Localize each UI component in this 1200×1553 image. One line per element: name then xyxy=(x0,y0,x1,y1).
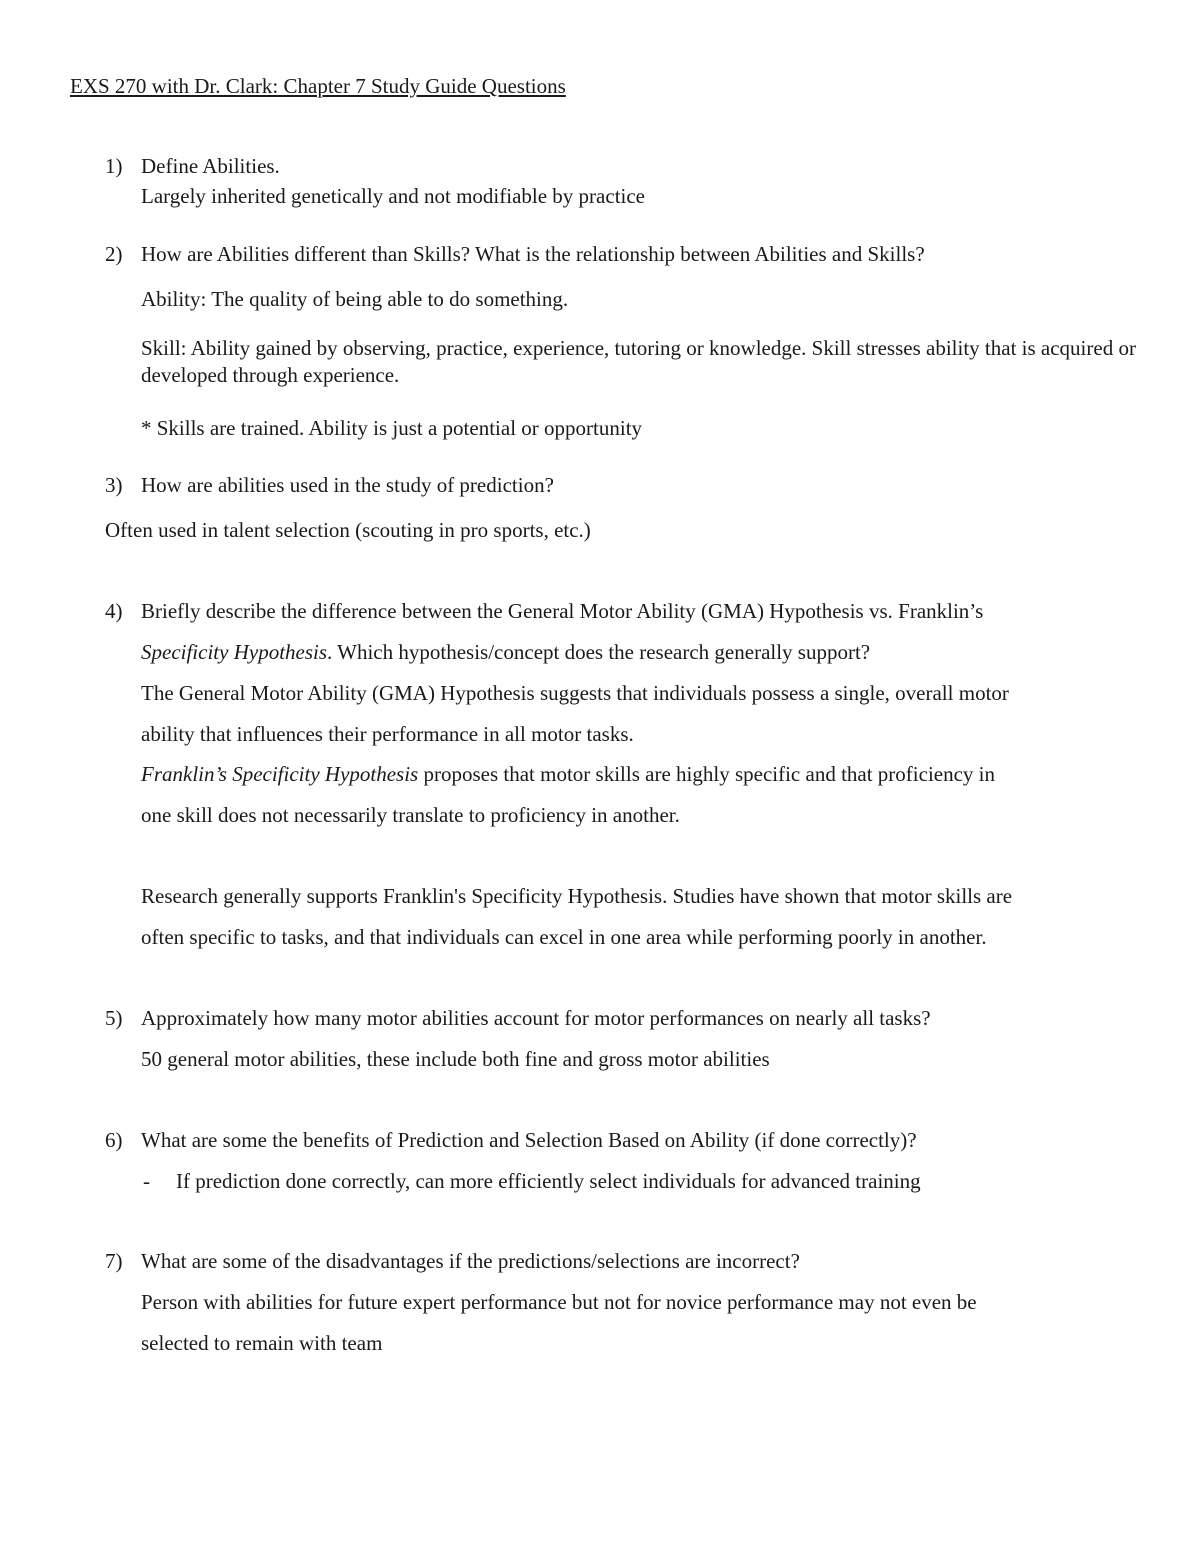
q2-ability-definition: Ability: The quality of being able to do something. xyxy=(141,287,569,311)
q4-number: 4) xyxy=(105,599,123,623)
q6-question: What are some the benefits of Prediction and Selection Based on Ability (if done correctly)? xyxy=(141,1128,917,1152)
q4-specificity-term: Specificity Hypothesis xyxy=(141,640,328,664)
q4-franklin-term: Franklin’s Specificity Hypothesis xyxy=(141,762,419,786)
q3-question: How are abilities used in the study of prediction? xyxy=(141,473,554,497)
q2-skill-definition: Skill: Ability gained by observing, practice, experience, tutoring or knowledge. Skill stresses ability that is acquired or developed through experience. xyxy=(141,336,1136,387)
q7-number: 7) xyxy=(105,1249,123,1273)
q7-answer-line2: selected to remain with team xyxy=(141,1331,383,1355)
q2-note: * Skills are trained. Ability is just a potential or opportunity xyxy=(141,416,643,440)
q5-number: 5) xyxy=(105,1006,123,1030)
q4-gma-line1: The General Motor Ability (GMA) Hypothesis suggests that individuals possess a single, overall motor xyxy=(141,681,1009,705)
q3-number: 3) xyxy=(105,473,123,497)
q1-answer: Largely inherited genetically and not modifiable by practice xyxy=(141,184,645,208)
q7-answer-line1: Person with abilities for future expert performance but not for novice performance may not even be xyxy=(141,1290,977,1314)
q5-question: Approximately how many motor abilities account for motor performances on nearly all tasks? xyxy=(141,1006,931,1030)
q4-question-rest: . Which hypothesis/concept does the research generally support? xyxy=(327,640,871,664)
q7-question: What are some of the disadvantages if the predictions/selections are incorrect? xyxy=(141,1249,800,1273)
q4-franklin-line2: one skill does not necessarily translate to proficiency in another. xyxy=(141,803,680,827)
q4-question-line1: Briefly describe the difference between the General Motor Ability (GMA) Hypothesis vs. Franklin’s xyxy=(141,599,984,623)
q4-research-line1: Research generally supports Franklin's Specificity Hypothesis. Studies have shown that motor skills are xyxy=(141,884,1013,908)
q1-question: Define Abilities. xyxy=(141,154,280,178)
q4-gma-line2: ability that influences their performance in all motor tasks. xyxy=(141,722,634,746)
q4-franklin-rest: proposes that motor skills are highly specific and that proficiency in xyxy=(418,762,996,786)
q1-number: 1) xyxy=(105,154,123,178)
q6-bullet-dash: - xyxy=(143,1169,150,1193)
page-title: EXS 270 with Dr. Clark: Chapter 7 Study Guide Questions xyxy=(70,74,566,98)
q2-question: How are Abilities different than Skills? What is the relationship between Abilities and Skills? xyxy=(141,242,925,266)
q4-research-line2: often specific to tasks, and that individuals can excel in one area while performing poorly in another. xyxy=(141,925,987,949)
q2-number: 2) xyxy=(105,242,123,266)
q4-franklin-line1 xyxy=(141,764,995,785)
q5-answer: 50 general motor abilities, these include both fine and gross motor abilities xyxy=(141,1047,770,1071)
q3-answer: Often used in talent selection (scouting in pro sports, etc.) xyxy=(105,518,591,542)
q4-question-line2 xyxy=(141,642,870,663)
q6-number: 6) xyxy=(105,1128,123,1152)
q6-answer: If prediction done correctly, can more efficiently select individuals for advanced training xyxy=(176,1169,921,1193)
